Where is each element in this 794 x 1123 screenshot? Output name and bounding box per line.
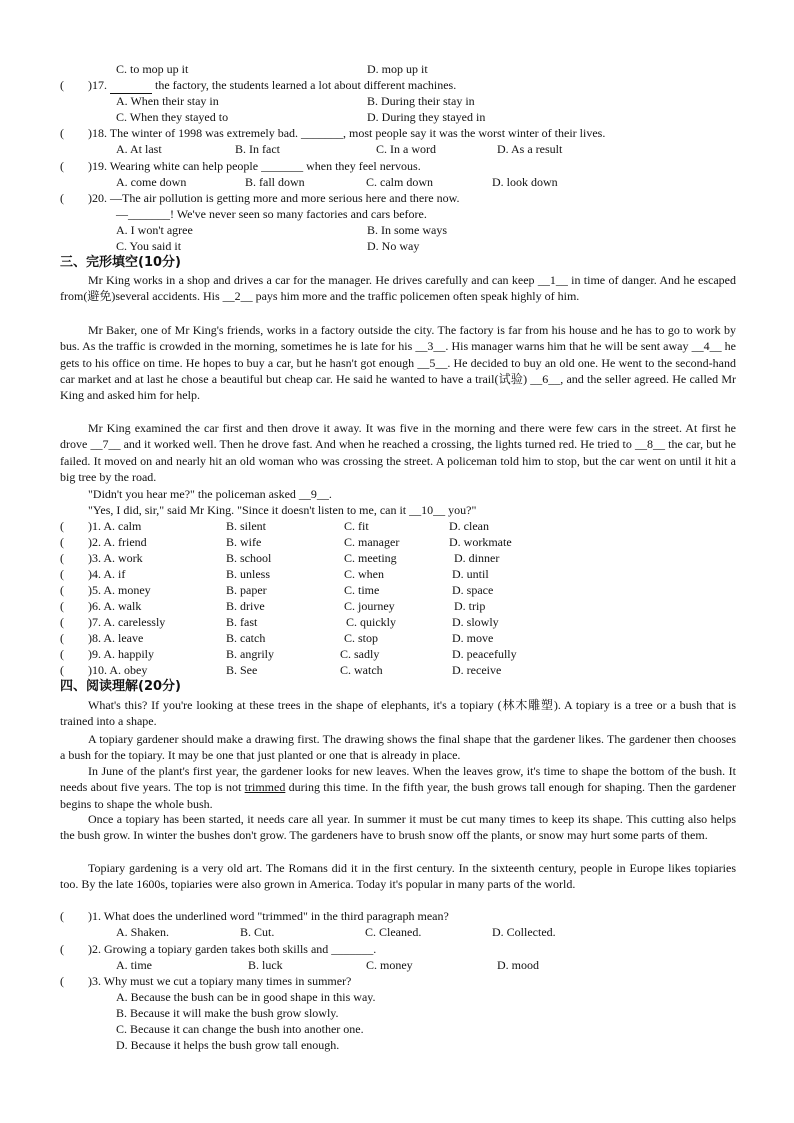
option-a: A. When their stay in bbox=[116, 94, 219, 108]
cloze-heading: 三、完形填空(10分) bbox=[60, 255, 181, 270]
option-b: B. Cut. bbox=[240, 925, 275, 939]
option-b: B. fall down bbox=[245, 175, 305, 189]
cloze-option-row: ( )8. A. leave B. catch C. stop D. move bbox=[60, 631, 494, 645]
option-b: B. During their stay in bbox=[367, 94, 475, 108]
cloze-option-row: ( )9. A. happily B. angrily C. sadly D. peacefully bbox=[60, 647, 517, 661]
option-b: B. luck bbox=[248, 958, 283, 972]
option-d: D. mop up it bbox=[367, 62, 428, 76]
option-c: C. Because it can change the bush into another one. bbox=[116, 1022, 364, 1036]
reading-paragraph-5: Topiary gardening is a very old art. The Romans did it in the first century. In the sixteenth century, people in Europe likes topiaries too. By the late 1600s, topiaries were also grown in America. Today it's popular in many parts of the world. bbox=[60, 861, 736, 892]
option-a: A. I won't agree bbox=[116, 223, 193, 237]
cloze-paragraph-3: Mr King examined the car first and then drove it away. It was five in the morning and there were few cars in the street. At first he drove __7__ and it worked well. Then he drove fast. And when he reached a crossing, the lights turned red. He tried to __8__ the car, but he failed. It moved on and nearly hit an old woman who was crossing the street. A policeman told him to stop, but the car went on until it hit a big tree by the road. bbox=[60, 421, 736, 484]
option-c: C. calm down bbox=[366, 175, 433, 189]
option-d: D. look down bbox=[492, 175, 558, 189]
option-b: B. In some ways bbox=[367, 223, 447, 237]
reading-question-3: ( )3. Why must we cut a topiary many times in summer? bbox=[60, 974, 352, 988]
cloze-option-row: ( )6. A. walk B. drive C. journey D. trip bbox=[60, 599, 486, 613]
option-a: A. Shaken. bbox=[116, 925, 169, 939]
reading-paragraph-2: A topiary gardener should make a drawing first. The drawing shows the final shape that the gardener likes. The gardener then chooses a bush for the topiary. It may be one that just planted or one that is already in place. bbox=[60, 732, 736, 763]
option-c: C. When they stayed to bbox=[116, 110, 229, 124]
option-c: C. In a word bbox=[376, 142, 436, 156]
option-d: D. No way bbox=[367, 239, 420, 253]
reading-heading: 四、阅读理解(20分) bbox=[60, 679, 181, 694]
cloze-option-row: ( )7. A. carelessly B. fast C. quickly D. slowly bbox=[60, 615, 499, 629]
reading-question-2: ( )2. Growing a topiary garden takes both skills and _______. bbox=[60, 942, 377, 956]
option-c: C. money bbox=[366, 958, 413, 972]
question-20-reply: —_______! We've never seen so many factories and cars before. bbox=[116, 207, 427, 221]
cloze-paragraph-2: Mr Baker, one of Mr King's friends, works in a factory outside the city. The factory is far from his house and he has to go to work by bus. As the traffic is crowded in the morning, sometimes he is late for his __3__. His manager warns him that he will be sent away __4__ he gets to his office on time. He hopes to buy a car, but he hasn't got enough __5__. He decided to buy an old one. He went to the second-hand car market and at last he chose a beautiful but cheap car. He said he wanted to have a trail(试验) __6__, and the seller agreed. He called Mr King and asked him for help. bbox=[60, 323, 736, 403]
cloze-option-row: ( )4. A. if B. unless C. when D. until bbox=[60, 567, 489, 581]
option-d: D. Because it helps the bush grow tall enough. bbox=[116, 1038, 340, 1052]
option-d: D. As a result bbox=[497, 142, 563, 156]
option-d: D. mood bbox=[497, 958, 539, 972]
cloze-paragraph-1: Mr King works in a shop and drives a car for the manager. He drives carefully and can keep __1__ in time of danger. And he escaped from(避免)several accidents. His __2__ pays him more and the traffic policemen often speak highly of him. bbox=[60, 273, 736, 304]
question-18: ( )18. The winter of 1998 was extremely bad. _______, most people say it was the worst winter of their lives. bbox=[60, 126, 606, 140]
option-a: A. time bbox=[116, 958, 152, 972]
option-a: A. come down bbox=[116, 175, 187, 189]
question-19: ( )19. Wearing white can help people _______ when they feel nervous. bbox=[60, 159, 421, 173]
cloze-paragraph-5: "Yes, I did, sir," said Mr King. "Since it doesn't listen to me, can it __10__ you?" bbox=[88, 503, 477, 517]
option-c: C. to mop up it bbox=[116, 62, 189, 76]
option-a: A. Because the bush can be in good shape in this way. bbox=[116, 990, 376, 1004]
reading-paragraph-1: What's this? If you're looking at these trees in the shape of elephants, it's a topiary (林木雕塑). A topiary is a tree or a bush that is trained into a shape. bbox=[60, 698, 736, 729]
option-c: C. Cleaned. bbox=[365, 925, 422, 939]
underlined-word: trimmed bbox=[244, 780, 286, 795]
cloze-paragraph-4: "Didn't you hear me?" the policeman asked __9__. bbox=[88, 487, 332, 501]
cloze-option-row: ( )10. A. obey B. See C. watch D. receive bbox=[60, 663, 502, 677]
question-20: ( )20. —The air pollution is getting more and more serious here and there now. bbox=[60, 191, 460, 205]
cloze-option-row: ( )3. A. work B. school C. meeting D. dinner bbox=[60, 551, 500, 565]
option-c: C. You said it bbox=[116, 239, 182, 253]
option-b: B. Because it will make the bush grow slowly. bbox=[116, 1006, 339, 1020]
option-b: B. In fact bbox=[235, 142, 280, 156]
reading-paragraph-4: Once a topiary has been started, it needs care all year. In summer it must be cut many times to keep its shape. This cutting also helps the bush grow. In winter the bushes don't grow. The gardeners have to brush snow off the plants, or snow may hurt some parts of them. bbox=[60, 812, 736, 843]
cloze-option-row: ( )2. A. friend B. wife C. manager D. workmate bbox=[60, 535, 512, 549]
option-a: A. At last bbox=[116, 142, 162, 156]
cloze-option-row: ( )1. A. calm B. silent C. fit D. clean bbox=[60, 519, 489, 533]
option-d: D. Collected. bbox=[492, 925, 556, 939]
reading-question-1: ( )1. What does the underlined word "trimmed" in the third paragraph mean? bbox=[60, 909, 449, 923]
option-d: D. During they stayed in bbox=[367, 110, 486, 124]
question-17: ( )17. the factory, the students learned a lot about different machines. bbox=[60, 78, 457, 92]
cloze-option-row: ( )5. A. money B. paper C. time D. space bbox=[60, 583, 494, 597]
reading-paragraph-3: In June of the plant's first year, the gardener looks for new leaves. When the leaves grow, it's time to shape the bottom of the bush. It needs about five years. The top is not trimmed during this time. In the fifth year, the bush grows tall enough for shaping. Then the gardener begins to shape the whole bush. bbox=[60, 764, 736, 811]
